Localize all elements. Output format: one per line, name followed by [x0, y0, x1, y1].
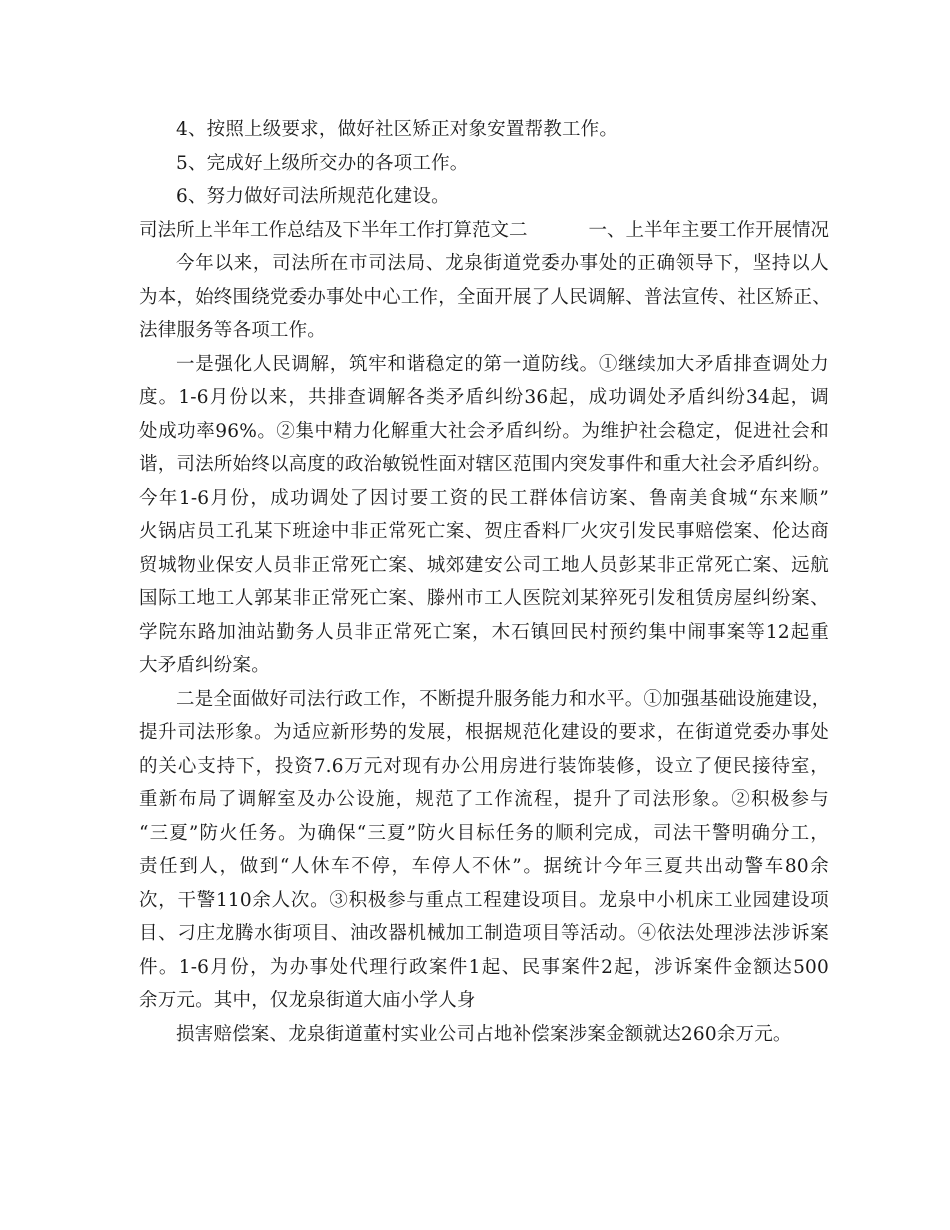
paragraph-line: 火锅店员工孔某下班途中非正常死亡案、贺庄香料厂火灾引发民事赔偿案、伦达商 — [139, 521, 829, 542]
paragraph-line: “三夏”防火任务。为确保“三夏”防火目标任务的顺利完成，司法干警明确分工， — [139, 822, 829, 844]
paragraph-line: 处成功率96%。②集中精力化解重大社会矛盾纠纷。为维护社会稳定，促进社会和 — [139, 420, 829, 442]
paragraph-line: 今年以来，司法所在市司法局、龙泉街道党委办事处的正确领导下，坚持以人 — [176, 253, 829, 274]
paragraph-line: 责任到人，做到“人休车不停，车停人不休”。据统计今年三夏共出动警车80余 — [139, 856, 829, 877]
paragraph-line: 二是全面做好司法行政工作，不断提升服务能力和水平。①加强基础设施建设， — [176, 688, 831, 710]
document-title: 司法所上半年工作总结及下半年工作打算范文二 — [139, 219, 528, 241]
paragraph-line: 目、刁庄龙腾水街项目、油改器机械加工制造项目等活动。④依法处理涉法涉诉案 — [139, 923, 829, 944]
paragraph-line: 提升司法形象。为适应新形势的发展，根据规范化建设的要求，在街道党委办事处 — [139, 722, 829, 743]
paragraph-line: 贸城物业保安人员非正常死亡案、城郊建安公司工地人员彭某非正常死亡案、远航 — [139, 554, 829, 576]
paragraph-line: 的关心支持下，投资7.6万元对现有办公用房进行装饰装修，设立了便民接待室， — [139, 755, 829, 777]
list-item: 4、按照上级要求，做好社区矫正对象安置帮教工作。 — [176, 119, 619, 140]
section-heading: 一、上半年主要工作开展情况 — [588, 219, 829, 241]
paragraph-line: 件。1-6月份，为办事处代理行政案件1起、民事案件2起，涉诉案件金额达500 — [139, 956, 829, 978]
paragraph-line: 今年1-6月份，成功调处了因讨要工资的民工群体信访案、鲁南美食城“东来顺” — [139, 487, 829, 509]
paragraph-line: 损害赔偿案、龙泉街道董村实业公司占地补偿案涉案金额就达260余万元。 — [176, 1023, 792, 1045]
paragraph-line: 大矛盾纠纷案。 — [139, 655, 270, 676]
paragraph-line: 重新布局了调解室及办公设施，规范了工作流程，提升了司法形象。②积极参与 — [139, 789, 829, 810]
paragraph-line: 次，干警110余人次。③积极参与重点工程建设项目。龙泉中小机床工业园建设项 — [139, 889, 829, 911]
paragraph — [139, 683, 829, 1018]
document-body — [139, 113, 829, 1051]
paragraph — [139, 247, 829, 348]
paragraph — [139, 1018, 829, 1052]
paragraph-line: 国际工地工人郭某非正常死亡案、滕州市工人医院刘某猝死引发租赁房屋纠纷案、 — [139, 588, 829, 609]
paragraph-line: 学院东路加油站勤务人员非正常死亡案，木石镇回民村预约集中闹事案等12起重 — [139, 621, 829, 643]
list-item: 5、完成好上级所交办的各项工作。 — [176, 152, 469, 174]
paragraph-line: 余万元。其中，仅龙泉街道大庙小学人身 — [139, 990, 476, 1011]
paragraph-line: 法律服务等各项工作。 — [139, 320, 327, 341]
paragraph — [139, 348, 829, 683]
paragraph-line: 为本，始终围绕党委办事处中心工作，全面开展了人民调解、普法宣传、社区矫正、 — [139, 286, 831, 308]
paragraph-line: 谐，司法所始终以高度的政治敏锐性面对辖区范围内突发事件和重大社会矛盾纠纷。 — [139, 454, 831, 475]
paragraph-line: 一是强化人民调解，筑牢和谐稳定的第一道防线。①继续加大矛盾排查调处力 — [176, 353, 829, 375]
list-item: 6、努力做好司法所规范化建设。 — [176, 186, 450, 207]
paragraph-line: 度。1-6月份以来，共排查调解各类矛盾纠纷36起，成功调处矛盾纠纷34起，调 — [139, 387, 829, 408]
document-heading — [139, 214, 829, 248]
